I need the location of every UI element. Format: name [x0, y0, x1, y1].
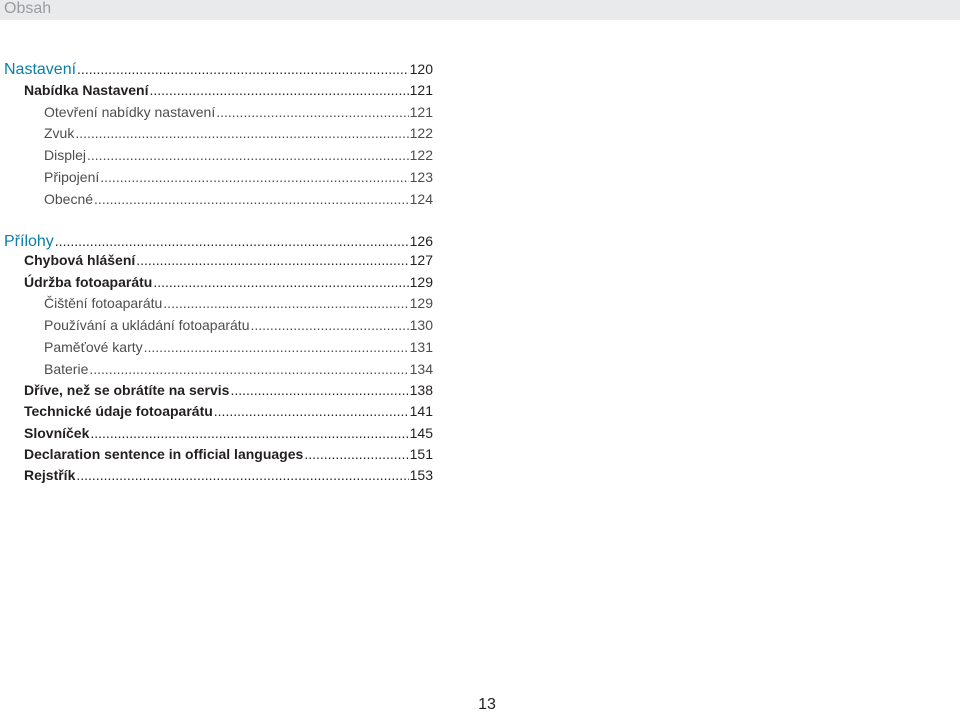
toc-leader-dots: [90, 423, 408, 443]
toc-entry-page: 151: [409, 446, 433, 462]
toc-entry-title: Údržba fotoaparátu: [24, 274, 153, 290]
toc-leader-dots: [55, 231, 409, 251]
toc-entry[interactable]: [24, 465, 433, 485]
toc-entry-title: Rejstřík: [24, 467, 76, 483]
toc-entry[interactable]: [44, 102, 433, 122]
toc-leader-dots: [150, 80, 409, 100]
toc-entry-page: 121: [409, 104, 433, 120]
toc-entry[interactable]: [24, 272, 433, 292]
toc-entry[interactable]: [24, 401, 433, 421]
toc-entry-title: Slovníček: [24, 425, 90, 441]
toc-entry-page: 145: [409, 425, 433, 441]
toc-leader-dots: [163, 293, 408, 313]
toc-entry-title: Declaration sentence in official languages: [24, 446, 304, 462]
toc-entry[interactable]: [44, 123, 433, 143]
toc-leader-dots: [87, 145, 409, 165]
toc-entry-title: Paměťové karty: [44, 339, 143, 355]
toc-leader-dots: [76, 465, 408, 485]
toc-leader-dots: [230, 380, 408, 400]
toc-entry[interactable]: [44, 315, 433, 335]
toc-entry-page: 121: [409, 82, 433, 98]
toc-entry[interactable]: [44, 145, 433, 165]
toc-entry[interactable]: [44, 293, 433, 313]
toc-leader-dots: [214, 401, 409, 421]
toc-entry-title: Nabídka Nastavení: [24, 82, 149, 98]
toc-entry-page: 138: [409, 382, 433, 398]
toc-entry[interactable]: [24, 380, 433, 400]
toc-entry-page: 141: [409, 403, 433, 419]
toc-entry-title: Technické údaje fotoaparátu: [24, 403, 213, 419]
toc-entry-page: 130: [409, 317, 433, 333]
toc-entry-section[interactable]: [4, 231, 433, 251]
toc-entry-title: Displej: [44, 147, 87, 163]
toc-entry-page: 123: [409, 169, 433, 185]
toc-entry[interactable]: [44, 167, 433, 187]
toc-entry-page: 129: [409, 295, 433, 311]
toc-entry-title: Používání a ukládání fotoaparátu: [44, 317, 250, 333]
toc-entry[interactable]: [44, 359, 433, 379]
toc-entry-page: 131: [409, 339, 433, 355]
toc-leader-dots: [136, 250, 408, 270]
page-number: 13: [478, 696, 496, 713]
toc-entry-title: Otevření nabídky nastavení: [44, 104, 216, 120]
toc-entry-title: Připojení: [44, 169, 100, 185]
toc-entry[interactable]: [24, 423, 433, 443]
toc-entry[interactable]: [44, 189, 433, 209]
toc-entry-page: 126: [409, 233, 433, 249]
toc-entry-page: 129: [409, 274, 433, 290]
toc-entry-title: Zvuk: [44, 125, 75, 141]
toc-entry-page: 122: [409, 125, 433, 141]
toc-leader-dots: [216, 102, 408, 122]
toc-entry[interactable]: [44, 337, 433, 357]
toc-leader-dots: [89, 359, 408, 379]
toc-leader-dots: [144, 337, 409, 357]
toc-entry-title: Přílohy: [4, 233, 54, 250]
toc-leader-dots: [75, 123, 408, 143]
toc-entry-section[interactable]: [4, 59, 433, 79]
toc-entry-page: 153: [409, 467, 433, 483]
toc-entry-title: Čištění fotoaparátu: [44, 295, 163, 311]
toc-entry[interactable]: [24, 250, 433, 270]
toc-entry[interactable]: [24, 444, 433, 464]
toc-leader-dots: [250, 315, 408, 335]
toc-entry-page: 122: [409, 147, 433, 163]
toc-leader-dots: [153, 272, 408, 292]
toc-entry-page: 124: [409, 191, 433, 207]
toc-entry-page: 134: [409, 361, 433, 377]
toc-entry-title: Nastavení: [4, 61, 77, 78]
toc-entry-title: Dříve, než se obrátíte na servis: [24, 382, 230, 398]
toc-entry-title: Baterie: [44, 361, 89, 377]
toc-leader-dots: [100, 167, 408, 187]
toc-entry-title: Chybová hlášení: [24, 252, 136, 268]
toc-leader-dots: [94, 189, 409, 209]
toc-entry[interactable]: [24, 80, 433, 100]
toc-entry-page: 120: [409, 61, 433, 77]
toc-entry-title: Obecné: [44, 191, 94, 207]
toc-leader-dots: [77, 59, 409, 79]
toc-leader-dots: [304, 444, 408, 464]
toc-entry-page: 127: [409, 252, 433, 268]
header-title: Obsah: [4, 0, 52, 17]
